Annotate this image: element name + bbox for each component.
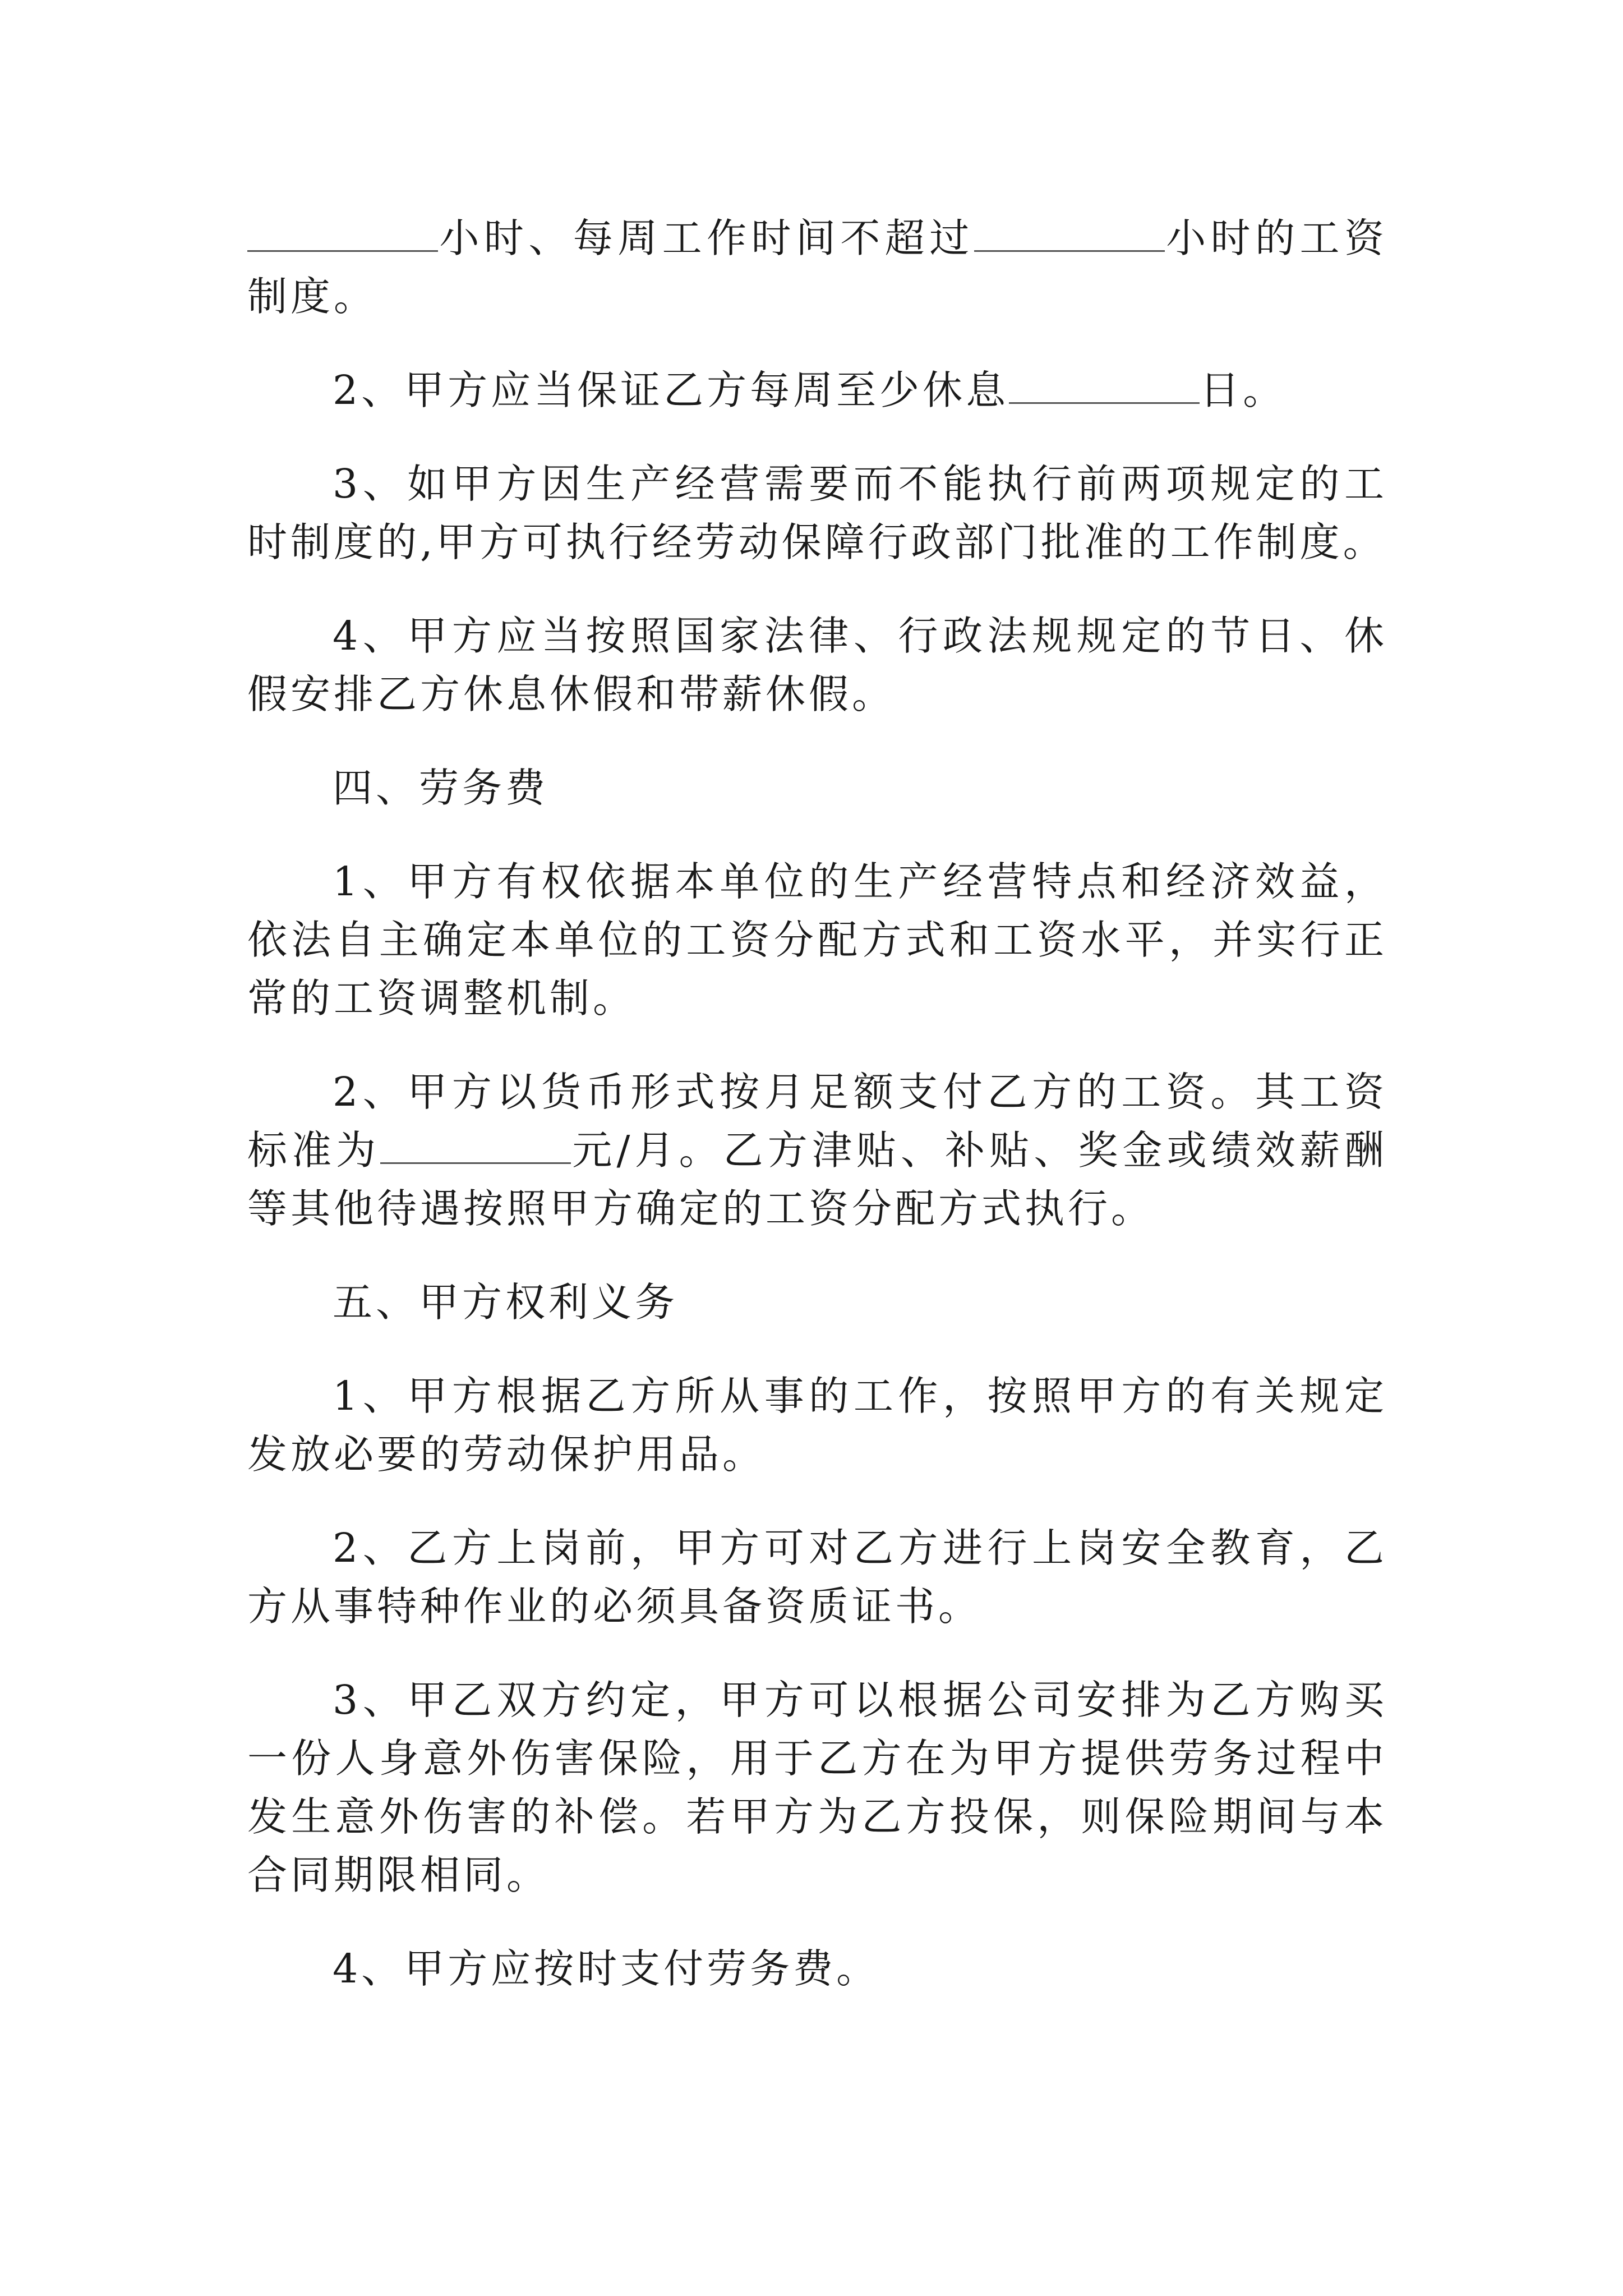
fill-in-blank <box>247 217 438 252</box>
paragraph-line: 方从事特种作业的必须具备资质证书。 <box>247 1583 982 1630</box>
fill-in-blank <box>974 217 1165 252</box>
paragraph-line: 2、乙方上岗前，甲方可对乙方进行上岗安全教育，乙 <box>333 1525 1387 1571</box>
paragraph-line: 发生意外伤害的补偿。若甲方为乙方投保，则保险期间与本 <box>247 1793 1387 1840</box>
paragraph-line: 3、甲乙双方约定，甲方可以根据公司安排为乙方购买 <box>333 1677 1387 1723</box>
paragraph-line: 合同期限相同。 <box>247 1852 550 1898</box>
text-segment: 日。 <box>1200 367 1287 413</box>
paragraph-line <box>247 1121 1387 1180</box>
fill-in-blank <box>380 1129 571 1164</box>
paragraph-line <box>247 209 1387 268</box>
paragraph-line: 时制度的,甲方可执行经劳动保障行政部门批准的工作制度。 <box>247 519 1386 565</box>
text-segment: 元/月。乙方津贴、补贴、奖金或绩效薪酬 <box>571 1127 1387 1174</box>
paragraph-line <box>247 361 1387 420</box>
text-segment: 小时的工资 <box>1164 215 1387 261</box>
text-segment: 标准为 <box>247 1127 381 1174</box>
paragraph-line: 等其他待遇按照甲方确定的工资分配方式执行。 <box>247 1185 1155 1232</box>
text-segment: 2、甲方应当保证乙方每周至少休息 <box>333 367 1009 413</box>
section-heading: 五、甲方权利义务 <box>333 1279 679 1326</box>
paragraph-line: 发放必要的劳动保护用品。 <box>247 1431 766 1478</box>
paragraph-line: 假安排乙方休息休假和带薪休假。 <box>247 671 896 717</box>
paragraph-line: 常的工资调整机制。 <box>247 975 637 1022</box>
fill-in-blank <box>1009 369 1200 404</box>
paragraph-line: 制度。 <box>247 273 377 320</box>
paragraph-line: 依法自主确定本单位的工资分配方式和工资水平，并实行正 <box>247 917 1387 963</box>
paragraph-line: 4、甲方应按时支付劳务费。 <box>333 1945 880 1992</box>
paragraph-line: 3、如甲方因生产经营需要而不能执行前两项规定的工 <box>333 461 1387 507</box>
paragraph-line: 1、甲方根据乙方所从事的工作，按照甲方的有关规定 <box>333 1373 1387 1419</box>
paragraph-line: 4、甲方应当按照国家法律、行政法规规定的节日、休 <box>333 613 1387 659</box>
document-body <box>247 209 1387 2033</box>
section-heading: 四、劳务费 <box>333 765 549 811</box>
text-segment: 小时、每周工作时间不超过 <box>438 215 974 261</box>
paragraph-line: 一份人身意外伤害保险，用于乙方在为甲方提供劳务过程中 <box>247 1735 1387 1782</box>
paragraph-line: 2、甲方以货币形式按月足额支付乙方的工资。其工资 <box>333 1069 1387 1115</box>
paragraph-line: 1、甲方有权依据本单位的生产经营特点和经济效益， <box>333 858 1387 905</box>
